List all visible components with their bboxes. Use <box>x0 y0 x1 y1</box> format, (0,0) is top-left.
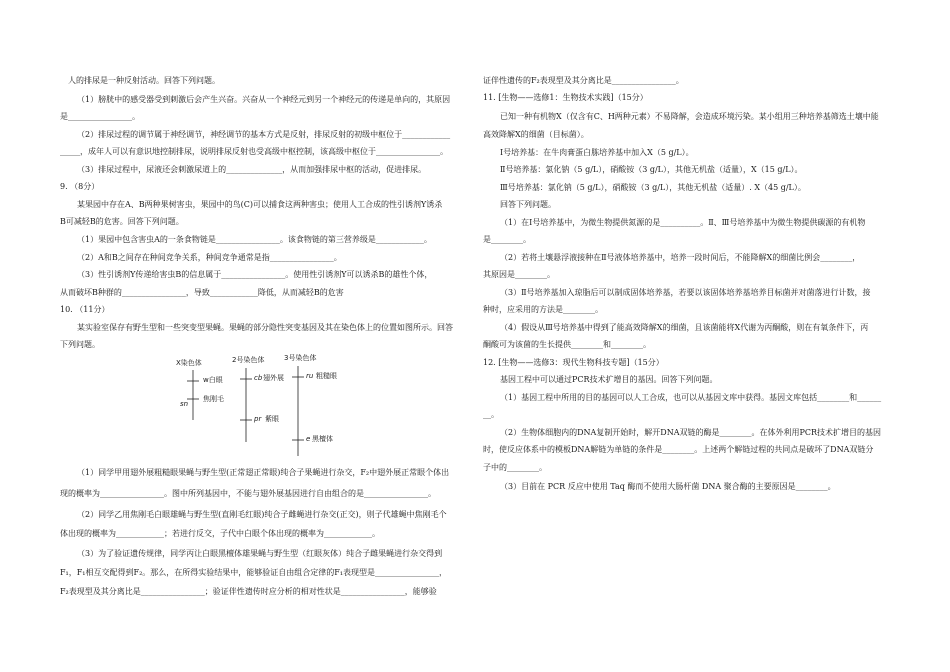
text-line: _____，成年人可以有意识地控制排尿，说明排尿反射也受高级中枢控制，该高级中枢位于________________。 <box>60 147 448 156</box>
gene-pr-label: 紫眼 <box>265 415 279 423</box>
text-line: 从而破坏B种群的________________，导致____________降低，从而减轻B的危害 <box>60 288 344 297</box>
gene-ru-symbol: ru <box>306 372 314 380</box>
gene-sn-symbol: sn <box>180 400 189 408</box>
gene-pr-symbol: pr <box>254 415 262 423</box>
text-line: （2）同学乙用焦刚毛白眼雄蝇与野生型(直刚毛红眼)纯合子雌蝇进行杂交(正交)，则子代雄蝇中焦刚毛个 <box>77 510 447 519</box>
gene-e-symbol: e <box>306 435 311 443</box>
question-number: 10. （11分） <box>60 305 110 314</box>
question-number: 9. （8分） <box>60 182 100 191</box>
text-line: 酮酸可为该菌的生长提供________和________。 <box>483 340 651 349</box>
text-line: __。 <box>483 410 499 419</box>
text-line: 某实验室保存有野生型和一些突变型果蝇。果蝇的部分隐性突变基因及其在染色体上的位置如图所示。回答 <box>77 323 453 332</box>
medium-line: Ⅲ号培养基：氯化钠（5 g/L），硝酸铵（3 g/L），其他无机盐（适量）. X（45 g/L）。 <box>500 183 806 192</box>
text-line: （3）Ⅱ号培养基加入琼脂后可以制成固体培养基，若要以该固体培养基培养目标菌并对菌落进行计数，接 <box>500 288 871 297</box>
text-line: （1）基因工程中所用的目的基因可以人工合成，也可以从基因文库中获得。基因文库包括________和______ <box>500 393 882 402</box>
chromosome-2-title: 2号染色体 <box>232 356 265 364</box>
text-line: 子中的________。 <box>483 463 547 472</box>
gene-e-label: 黑檀体 <box>312 435 333 443</box>
text-line: （1）同学甲用翅外展粗糙眼果蝇与野生型(正常翅正常眼)纯合子果蝇进行杂交，F₂中翅外展正常眼个体出 <box>77 468 450 477</box>
medium-line: Ⅰ号培养基：在牛肉膏蛋白胨培养基中加入X（5 g/L）。 <box>500 148 694 157</box>
text-line: （3）排尿过程中，尿液还会刺激尿道上的______________，从而加强排尿中枢的活动，促进排尿。 <box>77 165 427 174</box>
text-line: 现的概率为________________。图中所列基因中，不能与翅外展基因进行自由组合的是________________。 <box>60 489 436 498</box>
text-line: （2）生物体细胞内的DNA复制开始时，解开DNA双链的酶是________。在体外利用PCR技术扩增目的基因 <box>500 428 881 437</box>
text-line: 已知一种有机物X（仅含有C、H两种元素）不易降解，会造成环境污染。某小组用三种培养基筛选土壤中能 <box>500 112 879 121</box>
text-line: 人的排尿是一种反射活动。回答下列问题。 <box>68 76 220 85</box>
question-number: 12. [生物——选修3：现代生物科技专题]（15分） <box>483 358 664 367</box>
text-line: F₂表现型及其分离比是________________；验证伴性遗传时应分析的相对性状是________________，能够验 <box>60 587 437 596</box>
text-line: （2）若将土壤悬浮液接种在Ⅱ号液体培养基中，培养一段时间后，不能降解X的细菌比例会________， <box>500 253 861 262</box>
text-line: （1）膀胱中的感受器受到刺激后会产生兴奋。兴奋从一个神经元到另一个神经元的传递是单向的，其原因 <box>77 95 451 104</box>
question-number: 11. [生物——选修1：生物技术实践]（15分） <box>483 93 648 102</box>
text-line: 证伴性遗传的F₂表现型及其分离比是________________。 <box>483 76 684 85</box>
gene-cb-symbol: cb <box>254 374 263 382</box>
text-line: （3）性引诱剂Y传递给害虫B的信息属于________________。使用性引诱剂Y可以诱杀B的雄性个体， <box>77 270 433 279</box>
text-line: 高效降解X的细菌（目标菌）。 <box>483 130 589 139</box>
text-line: （1）果园中包含害虫A的一条食物链是________________。该食物链的第三营养级是____________。 <box>77 235 432 244</box>
medium-line: Ⅱ号培养基：氯化钠（5 g/L），硝酸铵（3 g/L），其他无机盐（适量），X（15 g/L）。 <box>500 165 803 174</box>
text-line: 时，使反应体系中的模板DNA解链为单链的条件是________。上述两个解链过程的共同点是破坏了DNA双链分 <box>483 445 874 454</box>
gene-ru-label: 粗糙眼 <box>316 372 337 380</box>
text-line: 其原因是________。 <box>483 270 555 279</box>
text-line: 种时，应采用的方法是________。 <box>483 305 603 314</box>
text-line: （3）目前在 PCR 反应中使用 Taq 酶而不使用大肠杆菌 DNA 聚合酶的主要原因是________。 <box>500 482 836 491</box>
x-chromosome-title: X染色体 <box>176 359 202 367</box>
gene-sn-label: 焦刚毛 <box>203 395 224 403</box>
text-line: 体出现的概率为____________；若进行反交，子代中白眼个体出现的概率为____________。 <box>60 529 380 538</box>
text-line: 下列问题。 <box>60 340 100 349</box>
chromosome-diagram <box>170 354 410 458</box>
text-line: （2）A和B之间存在种间竞争关系，种间竞争通常是指________________。 <box>77 253 342 262</box>
gene-w-label: w白眼 <box>203 376 223 384</box>
text-line: （2）排尿过程的调节属于神经调节，神经调节的基本方式是反射，排尿反射的初级中枢位于____________ <box>77 130 451 139</box>
chromosome-3-title: 3号染色体 <box>284 354 317 362</box>
text-line: 回答下列问题。 <box>500 200 556 209</box>
text-line: （4）假设从Ⅲ号培养基中得到了能高效降解X的细菌，且该菌能将X代谢为丙酮酸，则在有氧条件下，丙 <box>500 323 869 332</box>
text-line: 某果园中存在A、B两种果树害虫，果园中的鸟(C)可以捕食这两种害虫；使用人工合成的性引诱剂Y诱杀 <box>77 200 443 209</box>
chromosome-lines <box>170 360 410 458</box>
gene-cb-label: 翅外展 <box>263 374 284 382</box>
text-line: 是________。 <box>483 235 531 244</box>
text-line: 是________________。 <box>60 112 140 121</box>
text-line: B可减轻B的危害。回答下列问题。 <box>60 217 184 226</box>
text-line: （1）在Ⅰ号培养基中，为微生物提供氮源的是__________。Ⅱ、Ⅲ号培养基中为微生物提供碳源的有机物 <box>500 218 866 227</box>
text-line: F₁，F₁相互交配得到F₂。那么，在所得实验结果中，能够验证自由组合定律的F₁表现型是________________， <box>60 568 448 577</box>
text-line: 基因工程中可以通过PCR技术扩增目的基因。回答下列问题。 <box>500 375 718 384</box>
text-line: （3）为了验证遗传规律，同学丙让白眼黑檀体雄果蝇与野生型（红眼灰体）纯合子雌果蝇进行杂交得到 <box>77 549 443 558</box>
